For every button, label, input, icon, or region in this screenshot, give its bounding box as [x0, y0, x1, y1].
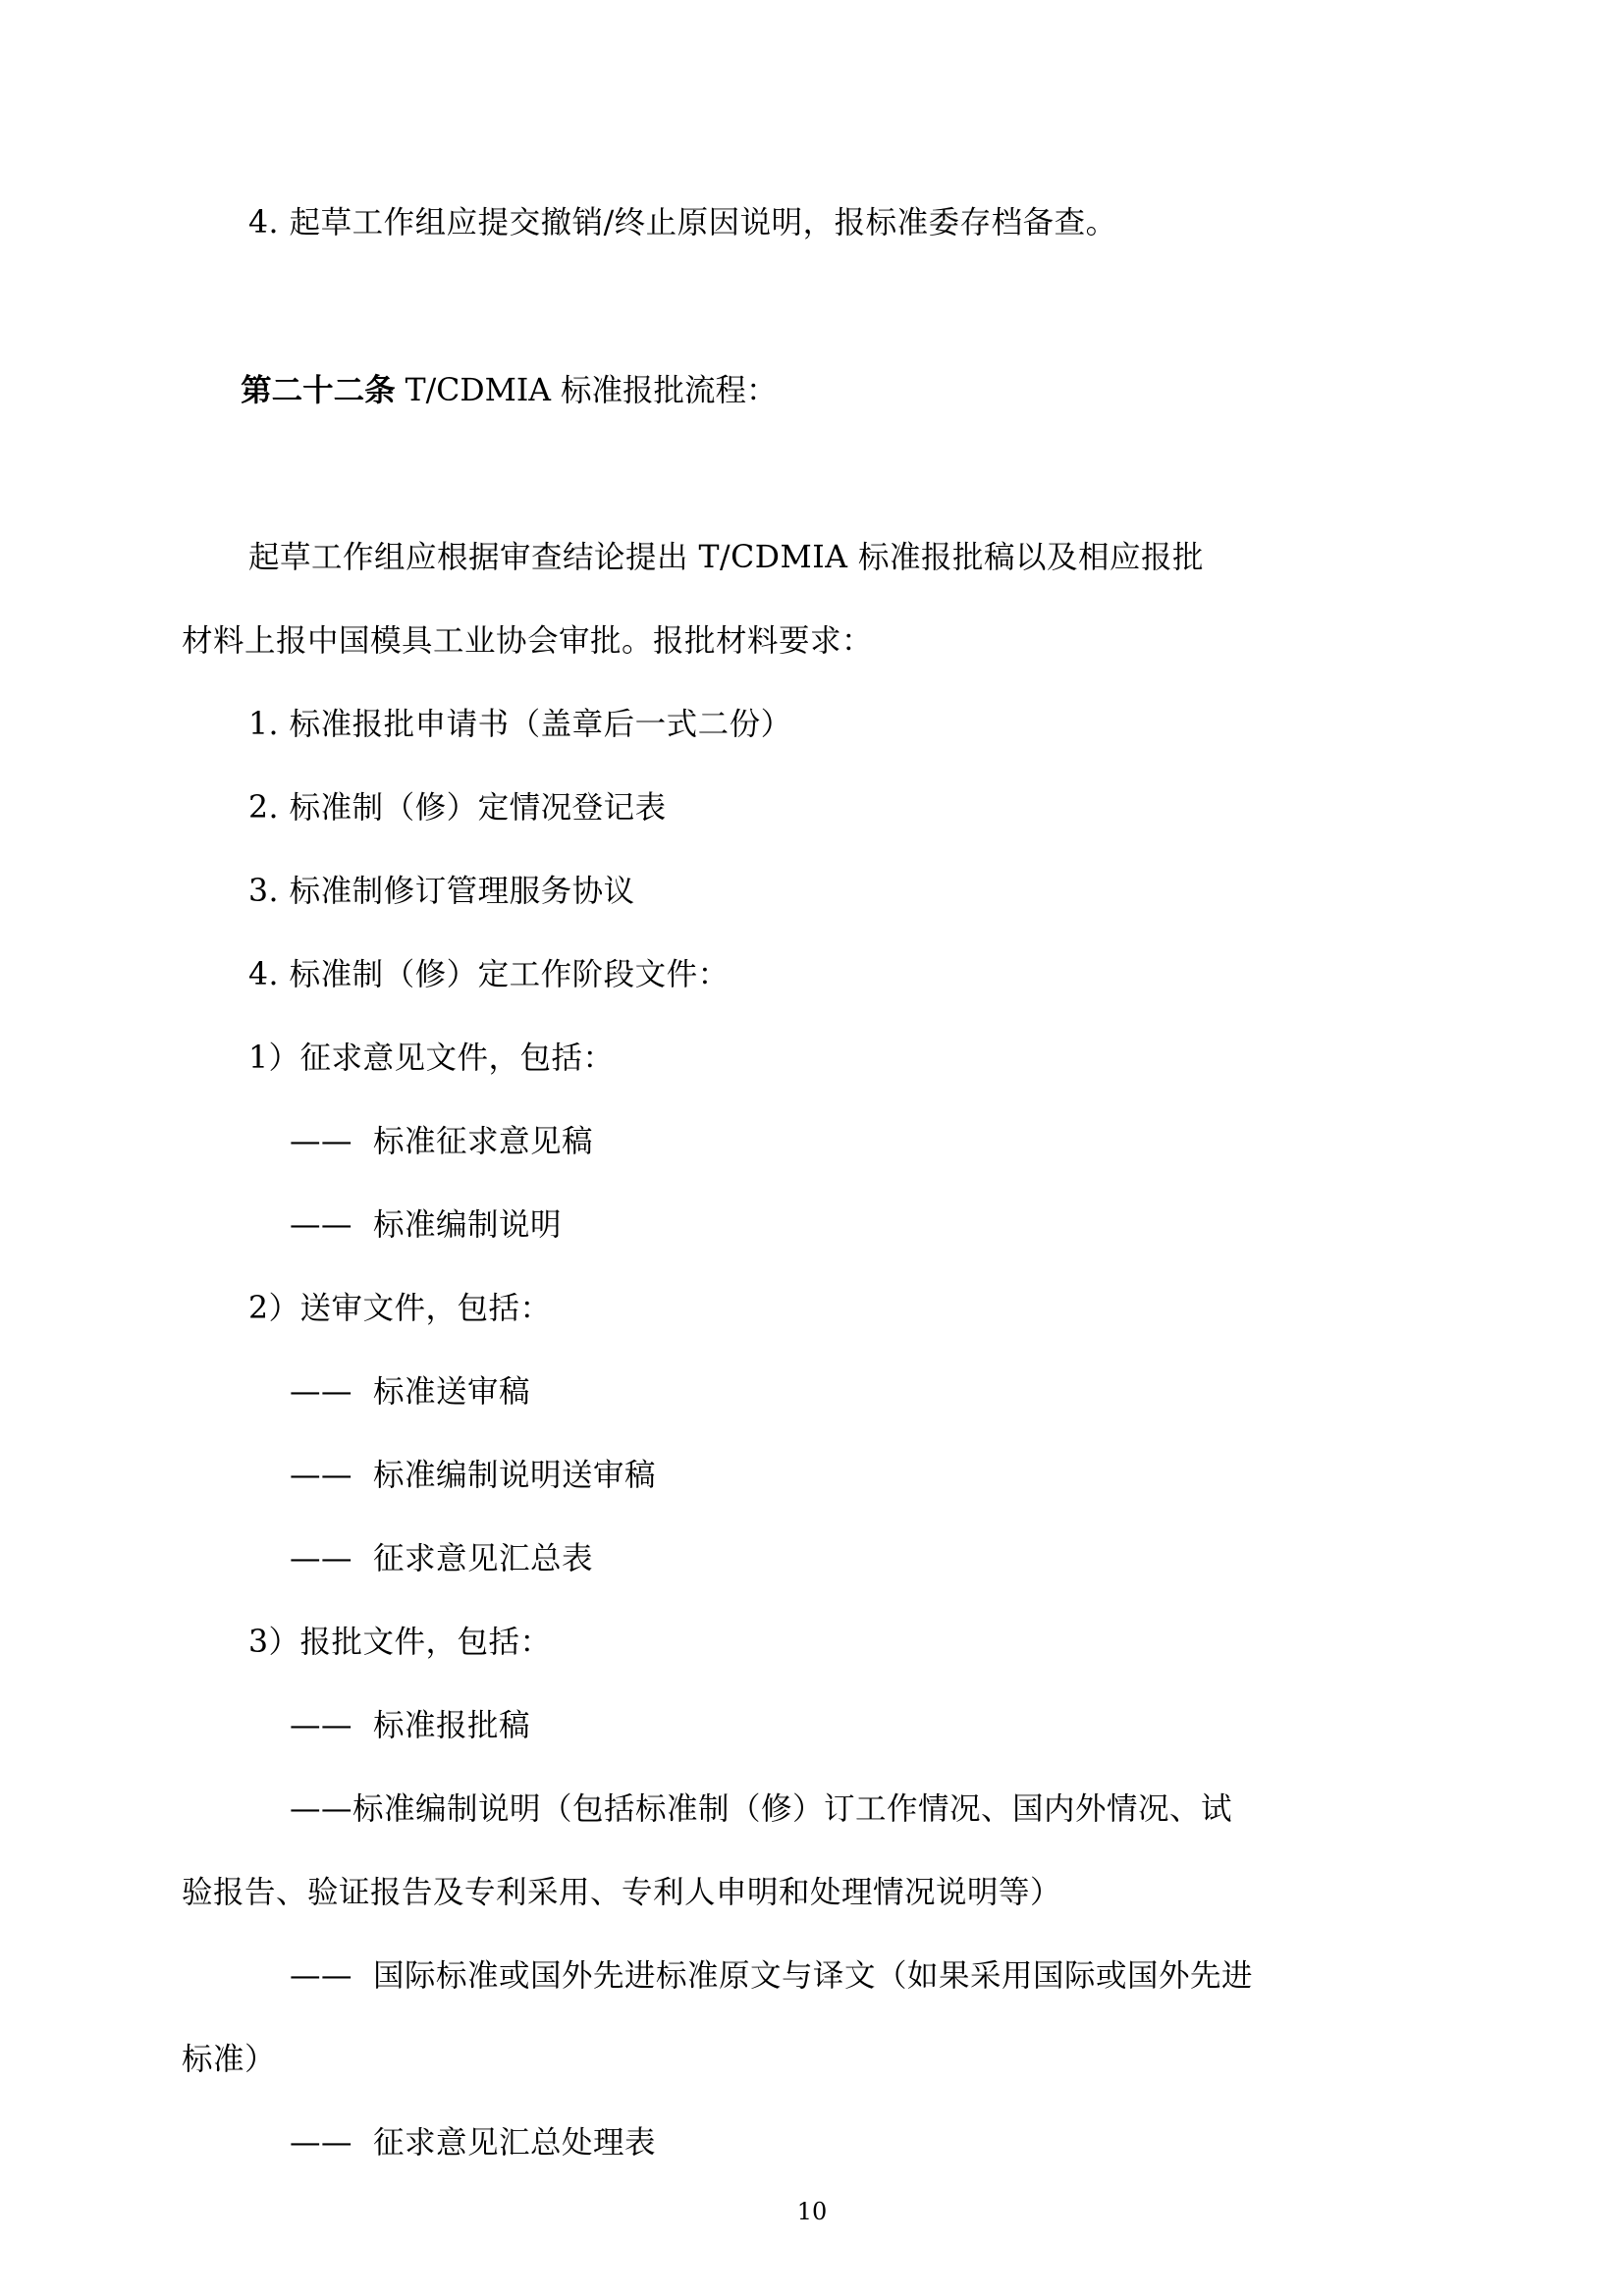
dash-item-preparation-note-detail-line-2: 验报告、验证报告及专利采用、专利人申明和处理情况说明等） — [182, 1875, 1062, 1910]
list-item-4-stage-documents: 4. 标准制（修）定工作阶段文件： — [248, 957, 730, 992]
dash-item-preparation-note-review-draft: —— 标准编制说明送审稿 — [290, 1458, 657, 1493]
list-item-2-registration: 2. 标准制（修）定情况登记表 — [248, 790, 667, 826]
dash-item-international-standard-line-1: —— 国际标准或国外先进标准原文与译文（如果采用国际或国外先进 — [290, 1958, 1254, 1994]
article-22-heading — [182, 265, 1452, 516]
article-title-text: T/CDMIA 标准报批流程： — [395, 373, 778, 408]
dash-item-standard-comment-draft: —— 标准征求意见稿 — [290, 1124, 594, 1159]
document-body — [182, 182, 1452, 2185]
dash-item-standard-approval-draft: —— 标准报批稿 — [290, 1708, 531, 1743]
page-number-footer: 10 — [796, 2198, 828, 2225]
intro-paragraph-line-1: 起草工作组应根据审查结论提出 T/CDMIA 标准报批稿以及相应报批 — [248, 540, 1204, 575]
sublist-item-3-approval-documents: 3）报批文件，包括： — [248, 1625, 552, 1660]
dash-item-standard-review-draft: —— 标准送审稿 — [290, 1374, 531, 1410]
dash-item-international-standard-line-2: 标准） — [182, 2042, 277, 2077]
paragraph-item-4-withdrawal: 4. 起草工作组应提交撤销/终止原因说明，报标准委存档备查。 — [248, 205, 1117, 240]
article-number-label: 第二十二条 — [241, 372, 396, 408]
dash-item-preparation-note-detail-line-1: ——标准编制说明（包括标准制（修）订工作情况、国内外情况、试 — [290, 1791, 1233, 1827]
dash-item-comment-summary-processing-table: —— 征求意见汇总处理表 — [290, 2125, 657, 2161]
list-item-1-application: 1. 标准报批申请书（盖章后一式二份） — [248, 707, 792, 742]
intro-paragraph-line-2: 材料上报中国模具工业协会审批。报批材料要求： — [182, 623, 874, 659]
sublist-item-1-comment-documents: 1）征求意见文件，包括： — [248, 1041, 615, 1076]
dash-item-standard-preparation-note: —— 标准编制说明 — [290, 1207, 563, 1243]
dash-item-comment-summary-table: —— 征求意见汇总表 — [290, 1541, 594, 1576]
list-item-3-agreement: 3. 标准制修订管理服务协议 — [248, 874, 635, 909]
sublist-item-2-review-documents: 2）送审文件，包括： — [248, 1291, 552, 1326]
